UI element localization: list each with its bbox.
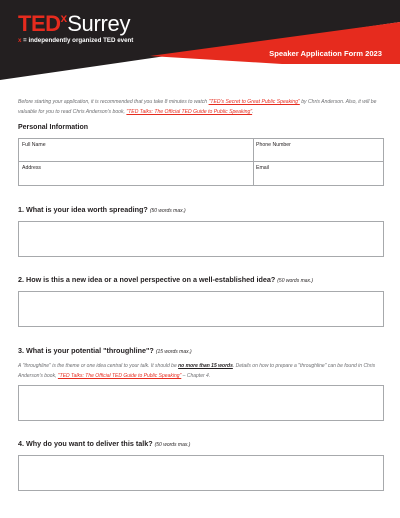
address-field[interactable]: Address: [22, 165, 42, 171]
question-4: [18, 439, 190, 448]
help-emphasis: no more than 15 words: [178, 363, 233, 369]
ted-book-link[interactable]: "TED Talks: The Official TED Guide to Public Speaking": [126, 109, 253, 115]
header-banner: [0, 0, 400, 80]
question-number: 4.: [18, 439, 24, 448]
table-divider-vertical: [253, 139, 254, 185]
ted-book-chapter-link[interactable]: "TED Talks: The Official TED Guide to Public Speaking": [57, 373, 182, 379]
word-limit-note: (50 words max.): [149, 208, 186, 214]
question-text: What is your idea worth spreading?: [26, 205, 148, 214]
form-title: Speaker Application Form 2023: [269, 49, 382, 58]
throughline-help-text: [18, 361, 384, 381]
logo-tagline: [18, 37, 133, 44]
ted-secret-link[interactable]: "TED's Secret to Great Public Speaking": [208, 99, 300, 105]
tagline-x: x: [18, 37, 22, 44]
question-number: 3.: [18, 346, 24, 355]
question-number: 1.: [18, 205, 24, 214]
word-limit-note: (15 words max.): [155, 349, 192, 355]
table-divider-horizontal: [19, 161, 383, 162]
tedx-logo: [18, 11, 130, 37]
personal-info-heading: Personal Information: [18, 124, 89, 131]
email-field[interactable]: Email: [256, 165, 269, 171]
intro-text-3: .: [252, 109, 254, 115]
logo-ted-text: TED: [18, 11, 61, 36]
help-text-3: – Chapter 4.: [181, 373, 211, 379]
help-text-2: . Details on how to prepare a "throughline" can be found in Chris Anderson's book,: [18, 363, 376, 379]
question-text: Why do you want to deliver this talk?: [26, 439, 153, 448]
personal-info-table: [18, 138, 384, 186]
word-limit-note: (50 words max.): [154, 442, 191, 448]
answer-4-box[interactable]: [18, 455, 384, 491]
intro-text-2: by Chris Anderson. Also, it will be valuable for you to read Chris Anderson's book,: [18, 99, 377, 115]
question-1: [18, 205, 186, 214]
question-text: What is your potential "throughline"?: [26, 346, 154, 355]
tagline-text: = independently organized TED event: [21, 37, 134, 44]
question-3: [18, 346, 192, 355]
answer-2-box[interactable]: [18, 291, 384, 327]
phone-number-field[interactable]: Phone Number: [256, 142, 291, 148]
logo-x-text: x: [60, 11, 68, 25]
question-text: How is this a new idea or a novel perspective on a well-established idea?: [26, 275, 276, 284]
help-text-1: A "throughline" is the theme or one idea central to your talk. It should be: [18, 363, 179, 369]
logo-city-text: Surrey: [67, 11, 131, 36]
question-2: [18, 275, 313, 284]
word-limit-note: (50 words max.): [277, 278, 314, 284]
question-number: 2.: [18, 275, 24, 284]
intro-paragraph: [18, 97, 384, 117]
full-name-field[interactable]: Full Name: [22, 142, 46, 148]
intro-text-1: Before starting your application, it is recommended that you take 8 minutes to watch: [18, 99, 209, 105]
answer-1-box[interactable]: [18, 221, 384, 257]
answer-3-box[interactable]: [18, 385, 384, 421]
